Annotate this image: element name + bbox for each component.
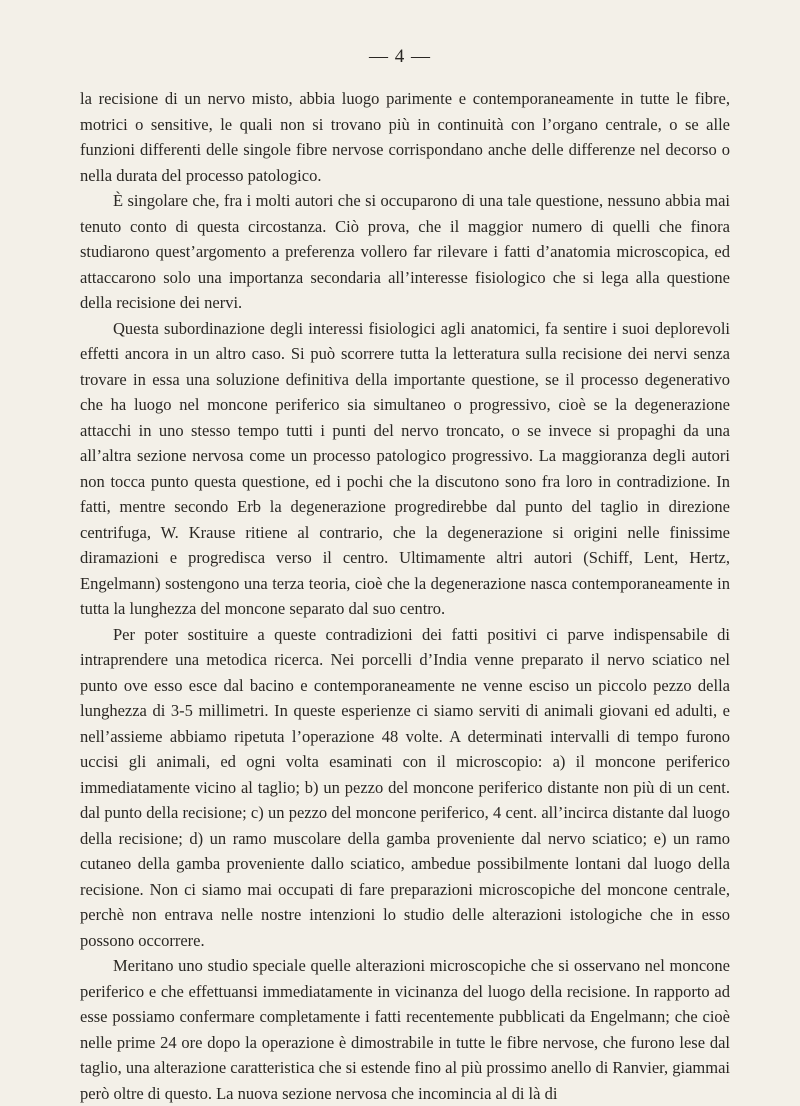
page-number: — 4 — xyxy=(369,46,431,67)
paragraph-4: Per poter sostituire a queste contradizioni dei fatti positivi ci parve indispensabile di intraprendere una metodica ricerca. Nei porcelli d’India venne preparato il nervo sciatico nel punto ove esso esce dal bacino e contemporaneamente ne venne esciso un piccolo pezzo della lunghezza di 3-5 millimetri. In queste esperienze ci siamo serviti di animali giovani ed adulti, e nell’assieme abbiamo ripetuta l’operazione 48 volte. A determinati intervalli di tempo furono uccisi gli animali, ed ogni volta esaminati con il microscopio: a) il moncone periferico immediatamente vicino al taglio; b) un pezzo del moncone periferico distante non più di un cent. dal punto della recisione; c) un pezzo del moncone periferico, 4 cent. all’incirca distante dal luogo della recisione; d) un ramo muscolare della gamba proveniente dal nervo sciatico; e) un ramo cutaneo della gamba proveniente dallo sciatico, ambedue possibilmente lontani dal luogo della recisione. Non ci siamo mai occupati di fare preparazioni microscopiche del moncone centrale, perchè non entrava nelle nostre intenzioni lo studio delle alterazioni istologiche che in esso possono occorrere. xyxy=(80,624,730,950)
body-text xyxy=(80,86,730,1106)
paragraph-3: Questa subordinazione degli interessi fisiologici agli anatomici, fa sentire i suoi deplorevoli effetti ancora in un altro caso. Si può scorrere tutta la letteratura sulla recisione dei nervi senza trovare in essa una soluzione definitiva della importante questione, se il processo degenerativo che ha luogo nel moncone periferico sia simultaneo o progressivo, cioè se la degenerazione attacchi in uno stesso tempo tutti i punti del nervo troncato, o se invece si propaghi da una all’altra sezione nervosa come un processo patologico progressivo. La maggioranza degli autori non tocca punto questa questione, ed i pochi che la discutono sono fra loro in contradizione. In fatti, mentre secondo Erb la degenerazione progredirebbe dal punto del taglio in direzione centrifuga, W. Krause ritiene al contrario, che la degenerazione si origini nelle finissime diramazioni e progredisca verso il centro. Ultimamente altri autori (Schiff, Lent, Hertz, Engelmann) sostengono una terza teoria, cioè che la degenerazione nasca contemporaneamente in tutta la lunghezza del moncone separato dal suo centro. xyxy=(80,318,730,618)
paragraph-1: la recisione di un nervo misto, abbia luogo parimente e contemporaneamente in tutte le fibre, motrici o sensitive, le quali non si trovano più in continuità con l’organo centrale, o se alle funzioni differenti delle singole fibre nervose corrispondano anche delle differenze nel decorso o nella durata del processo patologico. xyxy=(80,89,730,185)
paragraph-2: È singolare che, fra i molti autori che si occuparono di una tale questione, nessuno abbia mai tenuto conto di questa circostanza. Ciò prova, che il maggior numero di quelli che finora studiarono quest’argomento a preferenza vollero far rilevare i fatti d’anatomia microscopica, ed attaccarono solo una importanza secondaria all’interesse fisiologico che si lega alla questione della recisione dei nervi. xyxy=(80,191,730,312)
paragraph-5: Meritano uno studio speciale quelle alterazioni microscopiche che si osservano nel moncone periferico e che effettuansi immediatamente in vicinanza del luogo della recisione. In rapporto ad esse possiamo confermare completamente i fatti recentemente pubblicati da Engelmann; che cioè nelle prime 24 ore dopo la operazione è dimostrabile in tutte le fibre nervose, che furono lese dal taglio, una alterazione caratteristica che si estende fino al più prossimo anello di Ranvier, giammai però oltre di questo. La nuova sezione nervosa che incomincia al di là di xyxy=(80,956,730,1103)
